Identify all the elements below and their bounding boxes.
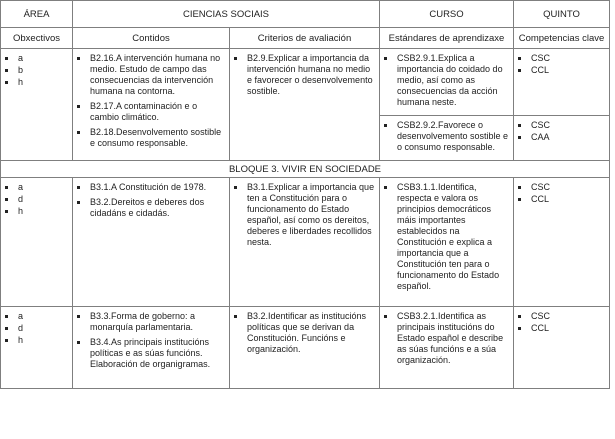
curso-header-cell: CURSO	[380, 1, 514, 28]
contidos-cell	[73, 178, 230, 307]
objective-item: ▪ d	[17, 194, 69, 205]
competency-item: ▪ CSC	[530, 120, 606, 131]
competencias-cell	[514, 178, 610, 307]
competency-item: ▪ CCL	[530, 194, 606, 205]
content-item: ▪ B3.4.As principais institucións políticas e as súas funcións. Elaboración de organigramas.	[89, 337, 226, 370]
competency-item: ▪ CCL	[530, 65, 606, 76]
header-row-top	[1, 1, 610, 28]
objective-item: ▪ d	[17, 323, 69, 334]
content-item: ▪ B3.1.A Constitución de 1978.	[89, 182, 226, 193]
column-header-contidos: Contidos	[73, 28, 230, 49]
criterion-item: ▪ B3.2.Identificar as institucións políticas que se derivan da Constitución. Funcións e organización.	[246, 311, 376, 355]
standard-item: ▪ CSB3.1.1.Identifica, respecta e valora os principios democráticos máis importantes establecidos na Constitución e explica a importancia que a Constitución ten para o funcionamento do Estado español.	[396, 182, 510, 292]
estandares-cell	[380, 178, 514, 307]
criterios-cell	[230, 307, 380, 389]
standard-item: ▪ CSB3.2.1.Identifica as principais institucións do Estado español e describe as súas funcións e a súa organización.	[396, 311, 510, 366]
estandares-cell	[380, 116, 514, 161]
competencias-list	[517, 119, 606, 143]
content-item: ▪ B2.16.A intervención humana no medio. Estudo de campo das consecuencias da intervención humana na contorna.	[89, 53, 226, 97]
block2-row-sub1	[1, 49, 610, 116]
objective-item: ▪ h	[17, 206, 69, 217]
estandares-list	[383, 181, 510, 292]
objective-item: ▪ h	[17, 77, 69, 88]
objective-item: ▪ a	[17, 53, 69, 64]
subject-header-cell: CIENCIAS SOCIAIS	[73, 1, 380, 28]
criterios-list	[233, 310, 376, 355]
obxectivos-list	[4, 181, 69, 217]
competencias-list	[517, 52, 606, 76]
obxectivos-cell	[1, 178, 73, 307]
area-header-cell: ÁREA	[1, 1, 73, 28]
criterion-item: ▪ B3.1.Explicar a importancia que ten a Constitución para o funcionamento do Estado español, así como os dereitos, deberes e liberdades recollidos nesta.	[246, 182, 376, 248]
objective-item: ▪ a	[17, 311, 69, 322]
content-item: ▪ B3.3.Forma de goberno: a monarquía parlamentaria.	[89, 311, 226, 333]
header-row-columns	[1, 28, 610, 49]
estandares-cell	[380, 49, 514, 116]
competency-item: ▪ CSC	[530, 311, 606, 322]
competencias-cell	[514, 307, 610, 389]
competencias-list	[517, 310, 606, 334]
contidos-list	[76, 52, 226, 149]
column-header-estandares: Estándares de aprendizaxe	[380, 28, 514, 49]
competency-item: ▪ CCL	[530, 323, 606, 334]
objective-item: ▪ h	[17, 335, 69, 346]
column-header-obxectivos: Obxectivos	[1, 28, 73, 49]
block3-banner: BLOQUE 3. VIVIR EN SOCIEDADE	[1, 161, 610, 178]
competencias-list	[517, 181, 606, 205]
estandares-list	[383, 119, 510, 153]
competency-item: ▪ CSC	[530, 53, 606, 64]
contidos-list	[76, 310, 226, 370]
column-header-competencias: Competencias clave	[514, 28, 610, 49]
competency-item: ▪ CSC	[530, 182, 606, 193]
objective-item: ▪ b	[17, 65, 69, 76]
column-header-criterios: Criterios de avaliación	[230, 28, 380, 49]
block3-row-1	[1, 178, 610, 307]
obxectivos-list	[4, 52, 69, 88]
content-item: ▪ B2.18.Desenvolvemento sostible e consumo responsable.	[89, 127, 226, 149]
obxectivos-list	[4, 310, 69, 346]
standard-item: ▪ CSB2.9.2.Favorece o desenvolvemento sostible e o consumo responsable.	[396, 120, 510, 153]
criterios-cell	[230, 178, 380, 307]
estandares-list	[383, 52, 510, 108]
content-item: ▪ B3.2.Dereitos e deberes dos cidadáns e cidadás.	[89, 197, 226, 219]
block3-banner-row	[1, 161, 610, 178]
estandares-cell	[380, 307, 514, 389]
objective-item: ▪ a	[17, 182, 69, 193]
obxectivos-cell	[1, 49, 73, 161]
criterios-cell	[230, 49, 380, 161]
block3-row-2	[1, 307, 610, 389]
contidos-list	[76, 181, 226, 219]
content-item: ▪ B2.17.A contaminación e o cambio climático.	[89, 101, 226, 123]
obxectivos-cell	[1, 307, 73, 389]
criterion-item: ▪ B2.9.Explicar a importancia da intervención humana no medio e favorecer o desenvolvemento sostible.	[246, 53, 376, 97]
criterios-list	[233, 181, 376, 248]
competencias-cell	[514, 49, 610, 116]
criterios-list	[233, 52, 376, 97]
standard-item: ▪ CSB2.9.1.Explica a importancia do coidado do medio, así como as consecuencias da acción humana neste.	[396, 53, 510, 108]
contidos-cell	[73, 307, 230, 389]
competencias-cell	[514, 116, 610, 161]
estandares-list	[383, 310, 510, 366]
contidos-cell	[73, 49, 230, 161]
curso-value-cell: QUINTO	[514, 1, 610, 28]
competency-item: ▪ CAA	[530, 132, 606, 143]
